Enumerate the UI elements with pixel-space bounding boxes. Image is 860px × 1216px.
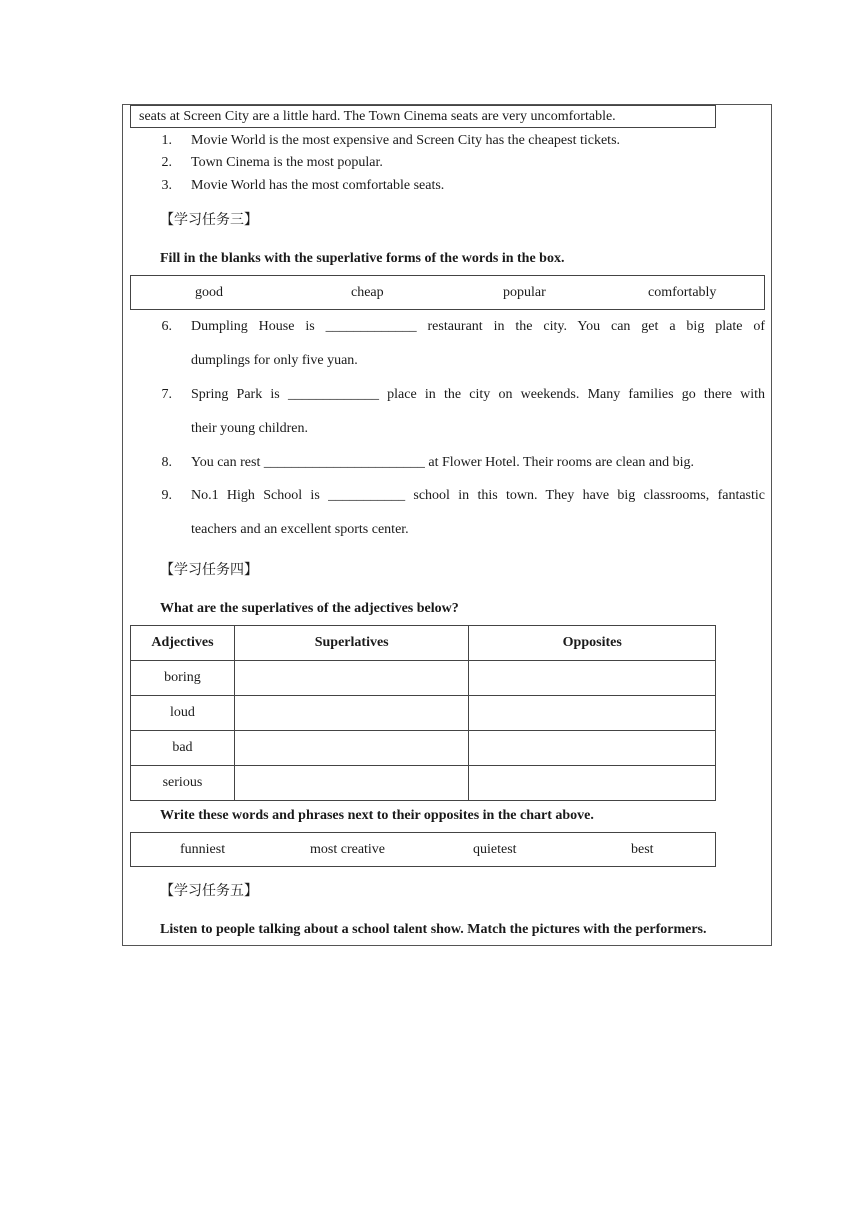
question-line: Spring Park is _____________ place in the city on weekends. Many families go there with — [191, 387, 765, 402]
table-header-row — [131, 626, 716, 661]
superlative-answer-cell[interactable] — [234, 661, 469, 696]
adjective-cell: loud — [131, 696, 235, 731]
question-number: 9. — [161, 488, 172, 503]
question-line: their young children. — [191, 421, 309, 436]
word-box-item: comfortably — [648, 285, 717, 300]
adjective-cell: bad — [131, 731, 235, 766]
table-row — [131, 766, 716, 801]
word-box-item: best — [631, 842, 654, 857]
word-box-item: good — [195, 285, 223, 300]
question-line: teachers and an excellent sports center. — [191, 522, 409, 537]
statement-text: Town Cinema is the most popular. — [191, 155, 383, 170]
statement-number: 2. — [161, 155, 172, 170]
table-row — [131, 696, 716, 731]
task4-instruction: What are the superlatives of the adjectives below? — [160, 601, 459, 616]
word-box-item: most creative — [310, 842, 386, 857]
opposite-answer-cell[interactable] — [469, 766, 716, 801]
question-number: 8. — [161, 455, 172, 470]
table-row — [131, 661, 716, 696]
statement-number: 3. — [161, 178, 172, 193]
question-number: 6. — [161, 319, 172, 334]
word-box-item: popular — [503, 285, 546, 300]
task5-instruction: Listen to people talking about a school talent show. Match the pictures with the performers. — [160, 922, 707, 937]
column-header: Opposites — [469, 626, 716, 661]
task3-word-box — [130, 275, 765, 310]
adjective-cell: boring — [131, 661, 235, 696]
opposite-answer-cell[interactable] — [469, 696, 716, 731]
task5-heading: 【学习任务五】 — [160, 883, 258, 899]
statement-text: Movie World has the most comfortable seats. — [191, 178, 445, 193]
adjective-cell: serious — [131, 766, 235, 801]
superlative-answer-cell[interactable] — [234, 766, 469, 801]
superlative-answer-cell[interactable] — [234, 696, 469, 731]
column-header: Adjectives — [131, 626, 235, 661]
superlative-answer-cell[interactable] — [234, 731, 469, 766]
question-line: dumplings for only five yuan. — [191, 353, 358, 368]
task4-word-box — [130, 832, 716, 867]
word-box-item: quietest — [473, 842, 517, 857]
question-line: No.1 High School is ___________ school in this town. They have big classrooms, fantastic — [191, 488, 765, 503]
task4-instruction-2: Write these words and phrases next to their opposites in the chart above. — [160, 808, 594, 823]
table-row — [131, 731, 716, 766]
question-line: Dumpling House is _____________ restaurant in the city. You can get a big plate of — [191, 319, 765, 334]
task3-heading: 【学习任务三】 — [160, 212, 258, 228]
task4-heading: 【学习任务四】 — [160, 562, 258, 578]
statement-text: Movie World is the most expensive and Screen City has the cheapest tickets. — [191, 133, 621, 148]
statement-number: 1. — [161, 133, 172, 148]
adjectives-table — [130, 625, 716, 801]
word-box-item: cheap — [351, 285, 384, 300]
word-box-item: funniest — [180, 842, 226, 857]
intro-line-box: seats at Screen City are a little hard. The Town Cinema seats are very uncomfortable. — [130, 105, 716, 128]
question-number: 7. — [161, 387, 172, 402]
opposite-answer-cell[interactable] — [469, 731, 716, 766]
task3-instruction: Fill in the blanks with the superlative forms of the words in the box. — [160, 251, 565, 266]
opposite-answer-cell[interactable] — [469, 661, 716, 696]
question-line: You can rest _______________________ at Flower Hotel. Their rooms are clean and big. — [191, 455, 695, 470]
column-header: Superlatives — [234, 626, 469, 661]
